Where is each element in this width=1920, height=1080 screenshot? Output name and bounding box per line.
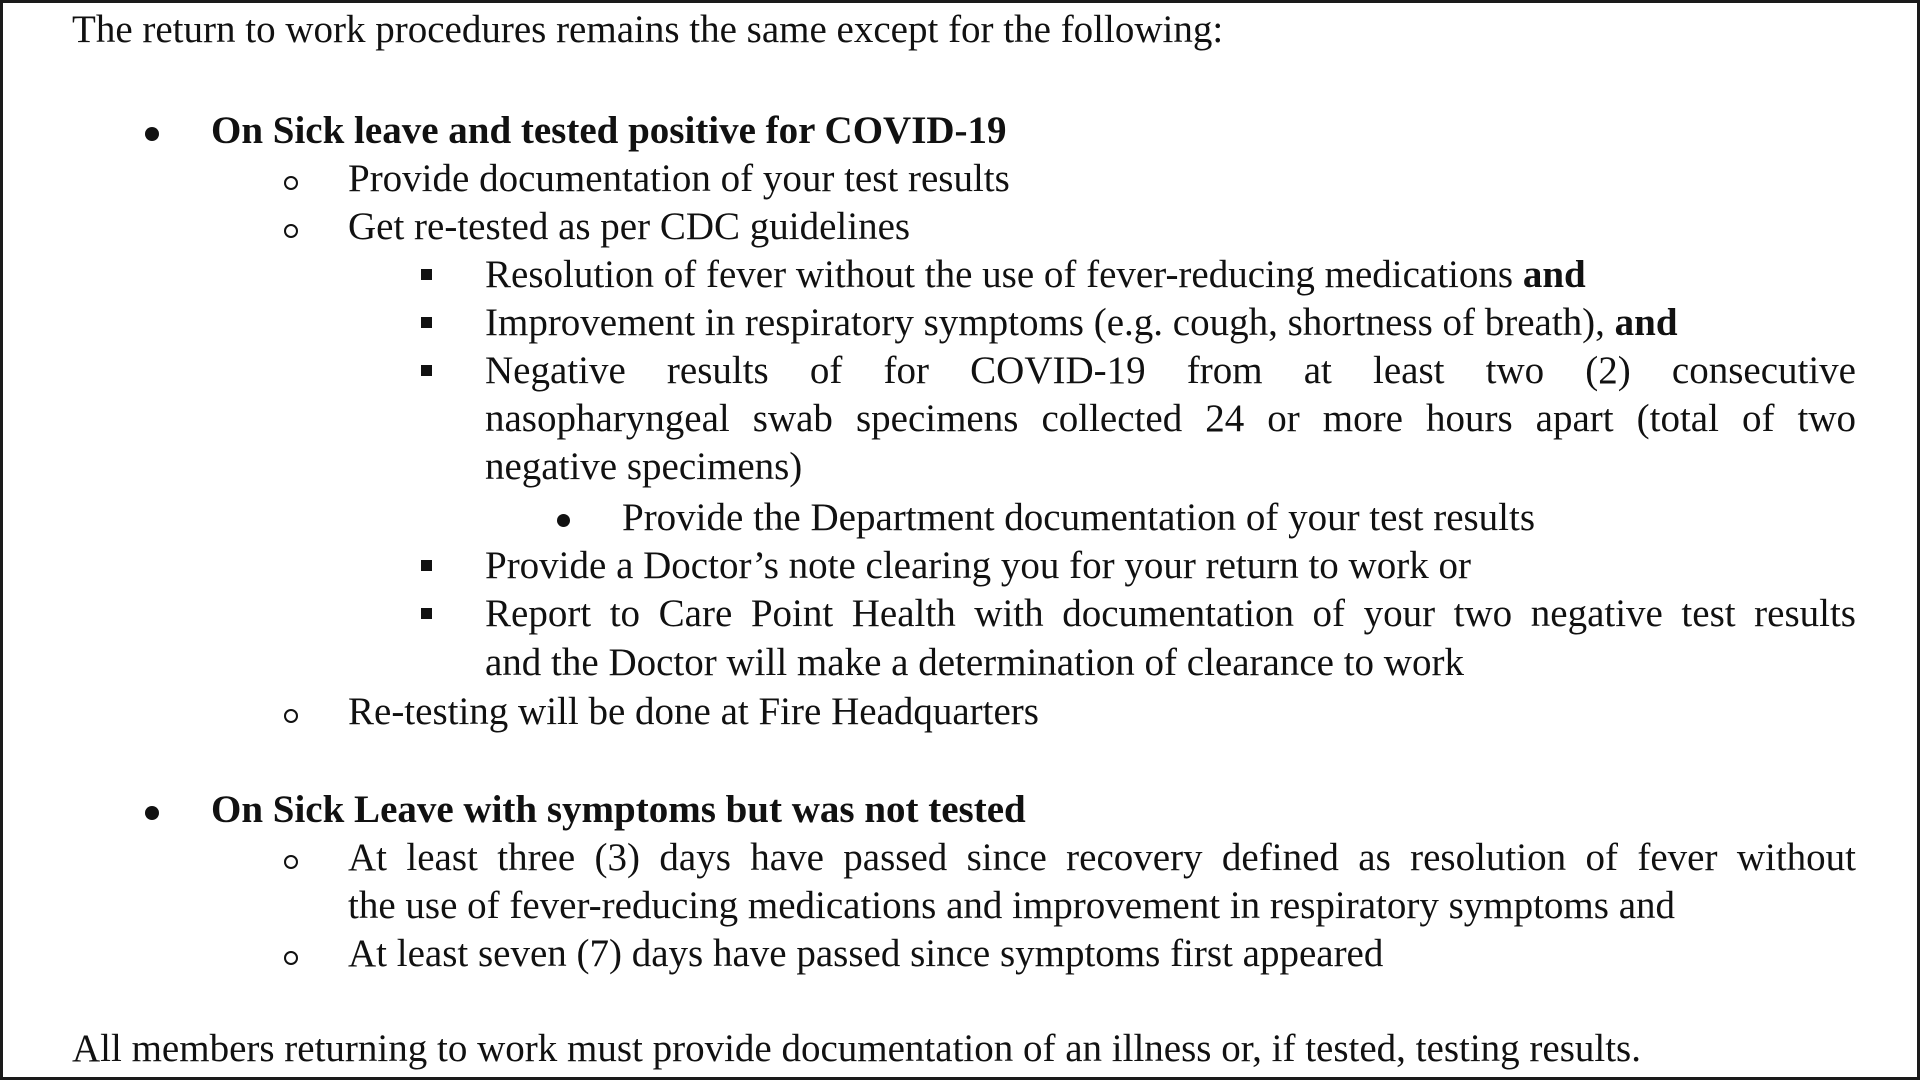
bullet-square-icon (421, 317, 432, 328)
bullet-disc-icon (557, 514, 570, 527)
bullet-square-icon (421, 560, 432, 571)
bullet-disc-icon (145, 806, 159, 820)
bullet-square-icon (421, 269, 432, 280)
sub-item-respiratory-and: and (1614, 301, 1678, 344)
sub-item-fever-and: and (1522, 253, 1586, 296)
sub-item-fever-text: Resolution of fever without the use of fever-reducing medications (485, 253, 1514, 296)
sub-item-fever-resolution (485, 251, 1586, 299)
sub-item-care-point-line1: Report to Care Point Health with documentation of your two negative test results (485, 592, 1856, 635)
section1-item-documentation: Provide documentation of your test results (348, 157, 1010, 200)
section1-heading: On Sick leave and tested positive for COVID-19 (211, 109, 1007, 152)
bullet-circle-icon (284, 176, 298, 190)
nested-item-department-docs: Provide the Department documentation of your test results (622, 496, 1536, 539)
intro-paragraph: The return to work procedures remains the same except for the following: (72, 8, 1224, 51)
section1-item-retesting-location: Re-testing will be done at Fire Headquarters (348, 690, 1039, 733)
section2-heading: On Sick Leave with symptoms but was not tested (211, 788, 1026, 831)
bullet-circle-icon (284, 224, 298, 238)
section1-item-retest: Get re-tested as per CDC guidelines (348, 205, 911, 248)
sub-item-care-point-line2: and the Doctor will make a determination of clearance to work (485, 641, 1464, 684)
bullet-circle-icon (284, 951, 298, 965)
sub-item-respiratory-text: Improvement in respiratory symptoms (e.g. cough, shortness of breath), (485, 301, 1605, 344)
section2-item-seven-days: At least seven (7) days have passed since symptoms first appeared (348, 932, 1384, 975)
closing-paragraph: All members returning to work must provide documentation of an illness or, if tested, testing results. (72, 1027, 1641, 1070)
sub-item-negative-line1: Negative results of for COVID-19 from at least two (2) consecutive (485, 349, 1856, 392)
bullet-square-icon (421, 608, 432, 619)
sub-item-respiratory (485, 299, 1678, 347)
sub-item-doctor-note: Provide a Doctor’s note clearing you for your return to work or (485, 544, 1471, 587)
sub-item-negative-line2: nasopharyngeal swab specimens collected 24 or more hours apart (total of two (485, 397, 1856, 440)
bullet-circle-icon (284, 709, 298, 723)
bullet-circle-icon (284, 855, 298, 869)
sub-item-negative-line3: negative specimens) (485, 445, 803, 488)
bullet-disc-icon (145, 127, 159, 141)
section2-item-three-days-line2: the use of fever-reducing medications and improvement in respiratory symptoms and (348, 884, 1676, 927)
section2-item-three-days-line1: At least three (3) days have passed since recovery defined as resolution of fever without (348, 836, 1856, 879)
bullet-square-icon (421, 365, 432, 376)
